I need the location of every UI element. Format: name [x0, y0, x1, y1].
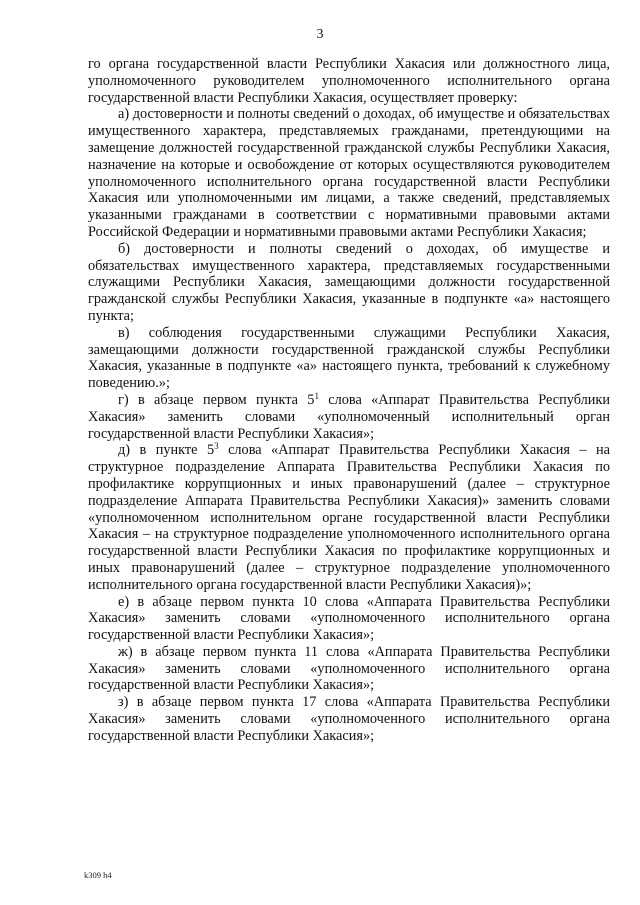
paragraph-item-a: а) достоверности и полноты сведений о доходах, об имуществе и обязательствах имущественного характера, представляемых гражданами, претендующими на замещение должностей государственной гражданской службы Республики Хакасия, назначение на которые и освобождение от которых осуществляются руководителем уполномоченного исполнительного органа государственной власти Республики Хакасия или уполномоченными им лицами, а также сведений, представляемых указанными гражданами в соответствии с нормативными правовыми актами Российской Федерации и нормативными правовыми актами Республики Хакасия; — [88, 106, 610, 240]
document-body — [88, 56, 610, 745]
item-d-text-start: д) в пункте 5 — [118, 442, 215, 459]
paragraph-item-g — [88, 392, 610, 442]
intro-paragraph: го органа государственной власти Республики Хакасия или должностного лица, уполномоченного руководителем уполномоченного исполнительного органа государственной власти Республики Хакасия, осуществляет проверку: — [88, 56, 610, 106]
paragraph-item-v: в) соблюдения государственными служащими Республики Хакасия, замещающими должности государственной гражданской службы Республики Хакасия, указанные в подпункте «а» настоящего пункта, требований к служебному поведению.»; — [88, 324, 610, 392]
page-number: 3 — [316, 27, 324, 42]
item-d-superscript: 3 — [214, 441, 219, 452]
item-g-superscript: 1 — [314, 390, 319, 401]
paragraph-item-z: з) в абзаце первом пункта 17 слова «Аппарата Правительства Республики Хакасия» заменить словами «уполномоченного исполнительного органа государственной власти Республики Хакасия»; — [88, 694, 610, 744]
paragraph-item-e: е) в абзаце первом пункта 10 слова «Аппарата Правительства Республики Хакасия» заменить словами «уполномоченного исполнительного органа государственной власти Республики Хакасия»; — [88, 593, 610, 644]
paragraph-item-zh: ж) в абзаце первом пункта 11 слова «Аппарата Правительства Республики Хакасия» заменить словами «уполномоченного исполнительного органа государственной власти Республики Хакасия»; — [88, 643, 610, 694]
item-g-text-start: г) в абзаце первом пункта 5 — [118, 391, 315, 408]
paragraph-item-d — [88, 442, 610, 593]
item-d-text-end: слова «Аппарат Правительства Республики Хакасия – на структурное подразделение Аппарата Правительства Республики Хакасия по профилактике коррупционных и иных правонарушений (далее – структурное подразделение Аппарата Правительства Республики Хакасия)» заменить словами «уполномоченном исполнительном органе государственной власти Республики Хакасия – на структурное подразделение уполномоченного исполнительного органа государственной власти Республики Хакасия по профилактике коррупционных и иных правонарушений (далее – структурное подразделение уполномоченного исполнительного органа государственной власти Республики Хакасия)»; — [88, 442, 610, 593]
paragraph-item-b: б) достоверности и полноты сведений о доходах, об имуществе и обязательствах имущественного характера, представляемых государственными служащими Республики Хакасия, замещающими должности государственной гражданской службы Республики Хакасия, указанные в подпункте «а» настоящего пункта; — [88, 240, 610, 324]
item-g-text-end: слова «Аппарат Правительства Республики Хакасия» заменить словами «уполномоченный исполнительный орган государственной власти Республики Хакасия»; — [88, 391, 610, 442]
footer-document-code: k309 h4 — [84, 870, 112, 880]
